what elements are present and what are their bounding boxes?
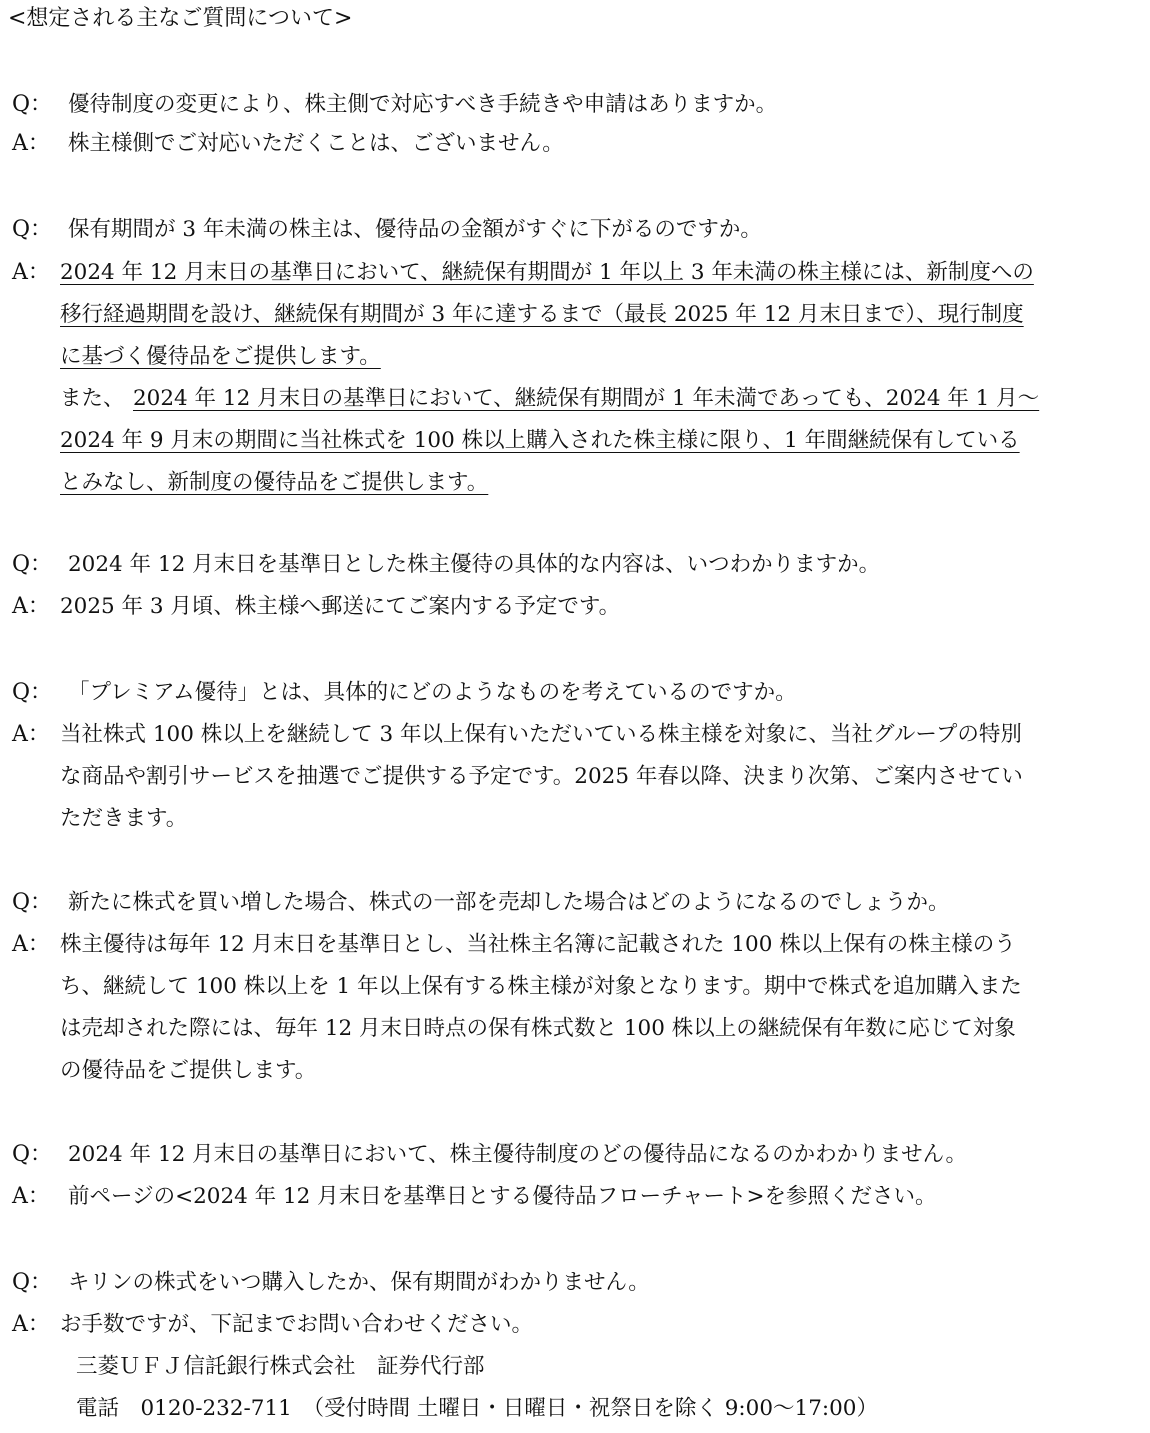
answer-2-line-6	[0, 464, 1150, 504]
a-label: A：	[12, 1184, 50, 1209]
answer-text: 株主様側でご対応いただくことは、ございません。	[68, 131, 564, 156]
q-label: Q：	[12, 552, 53, 577]
q-label: Q：	[12, 680, 53, 705]
contact-phone-line: 電話 0120-232-711 （受付時間 土曜日・日曜日・祝祭日を除く 9:00～17:00）	[76, 1396, 878, 1421]
answer-4	[0, 716, 1150, 756]
q-label: Q：	[12, 92, 53, 117]
answer-line: 移行経過期間を設け、継続保有期間が 3 年に達するまで（最長 2025 年 12 月末日まで）、現行制度	[60, 302, 1024, 327]
answer-line: は売却された際には、毎年 12 月末日時点の保有株式数と 100 株以上の継続保有年数に応じて対象	[60, 1016, 1016, 1041]
answer-text: お手数ですが、下記までお問い合わせください。	[60, 1312, 534, 1337]
question-7	[0, 1264, 1150, 1304]
answer-line: 当社株式 100 株以上を継続して 3 年以上保有いただいている株主様を対象に、当社グループの特別	[60, 722, 1022, 747]
answer-4-line-3	[0, 800, 1150, 840]
question-1	[0, 86, 1150, 126]
answer-line: な商品や割引サービスを抽選でご提供する予定です。2025 年春以降、決まり次第、ご案内させてい	[60, 764, 1023, 789]
question-text: 2024 年 12 月末日の基準日において、株主優待制度のどの優待品になるのかわかりません。	[68, 1142, 967, 1167]
answer-line: の優待品をご提供します。	[60, 1058, 317, 1083]
question-2	[0, 211, 1150, 251]
a-label: A：	[12, 722, 50, 747]
answer-2-line-2	[0, 296, 1150, 336]
answer-5-line-3	[0, 1010, 1150, 1050]
question-3	[0, 546, 1150, 586]
answer-line: に基づく優待品をご提供します。	[60, 344, 381, 369]
question-text: 2024 年 12 月末日を基準日とした株主優待の具体的な内容は、いつわかりますか。	[68, 552, 881, 577]
page-heading: <想定される主なご質問について>	[8, 6, 353, 31]
answer-5	[0, 926, 1150, 966]
question-5	[0, 884, 1150, 924]
question-6	[0, 1136, 1150, 1176]
contact-phone	[0, 1390, 1150, 1430]
answer-line-prefix: また、	[60, 386, 125, 411]
q-label: Q：	[12, 890, 53, 915]
q-label: Q：	[12, 1142, 53, 1167]
answer-line: 2024 年 12 月末日の基準日において、継続保有期間が 1 年未満であっても、2024 年 1 月～	[133, 386, 1040, 411]
answer-2-line-5	[0, 422, 1150, 462]
a-label: A：	[12, 594, 50, 619]
contact-company	[0, 1348, 1150, 1388]
a-label: A：	[12, 932, 50, 957]
q-label: Q：	[12, 1270, 53, 1295]
answer-7	[0, 1306, 1150, 1346]
answer-6	[0, 1178, 1150, 1218]
question-text: 新たに株式を買い増した場合、株式の一部を売却した場合はどのようになるのでしょうか。	[68, 890, 950, 915]
answer-4-line-2	[0, 758, 1150, 798]
contact-company-name: 三菱ＵＦＪ信託銀行株式会社 証券代行部	[76, 1354, 485, 1379]
question-text: 「プレミアム優待」とは、具体的にどのようなものを考えているのですか。	[68, 680, 797, 705]
answer-5-line-4	[0, 1052, 1150, 1092]
answer-3	[0, 588, 1150, 628]
answer-line: 2024 年 9 月末の期間に当社株式を 100 株以上購入された株主様に限り、1 年間継続保有している	[60, 428, 1020, 453]
a-label: A：	[12, 260, 50, 285]
answer-line: 株主優待は毎年 12 月末日を基準日とし、当社株主名簿に記載された 100 株以上保有の株主様のう	[60, 932, 1016, 957]
answer-line: とみなし、新制度の優待品をご提供します。	[60, 470, 489, 495]
question-4	[0, 674, 1150, 714]
answer-line: 2024 年 12 月末日の基準日において、継続保有期間が 1 年以上 3 年未満の株主様には、新制度への	[60, 260, 1034, 285]
answer-text: 前ページの<2024 年 12 月末日を基準日とする優待品フローチャート>を参照ください。	[68, 1184, 937, 1209]
question-text: 優待制度の変更により、株主側で対応すべき手続きや申請はありますか。	[68, 92, 778, 117]
answer-1	[0, 125, 1150, 165]
q-label: Q：	[12, 217, 53, 242]
answer-line: ただきます。	[60, 806, 188, 831]
answer-5-line-2	[0, 968, 1150, 1008]
answer-2	[0, 254, 1150, 294]
a-label: A：	[12, 131, 50, 156]
question-text: キリンの株式をいつ購入したか、保有期間がわかりません。	[68, 1270, 650, 1295]
answer-line: ち、継続して 100 株以上を 1 年以上保有する株主様が対象となります。期中で株式を追加購入また	[60, 974, 1022, 999]
answer-2-line-3	[0, 338, 1150, 378]
question-text: 保有期間が 3 年未満の株主は、優待品の金額がすぐに下がるのですか。	[68, 217, 762, 242]
a-label: A：	[12, 1312, 50, 1337]
answer-text: 2025 年 3 月頃、株主様へ郵送にてご案内する予定です。	[60, 594, 621, 619]
answer-2-line-4	[0, 380, 1150, 420]
